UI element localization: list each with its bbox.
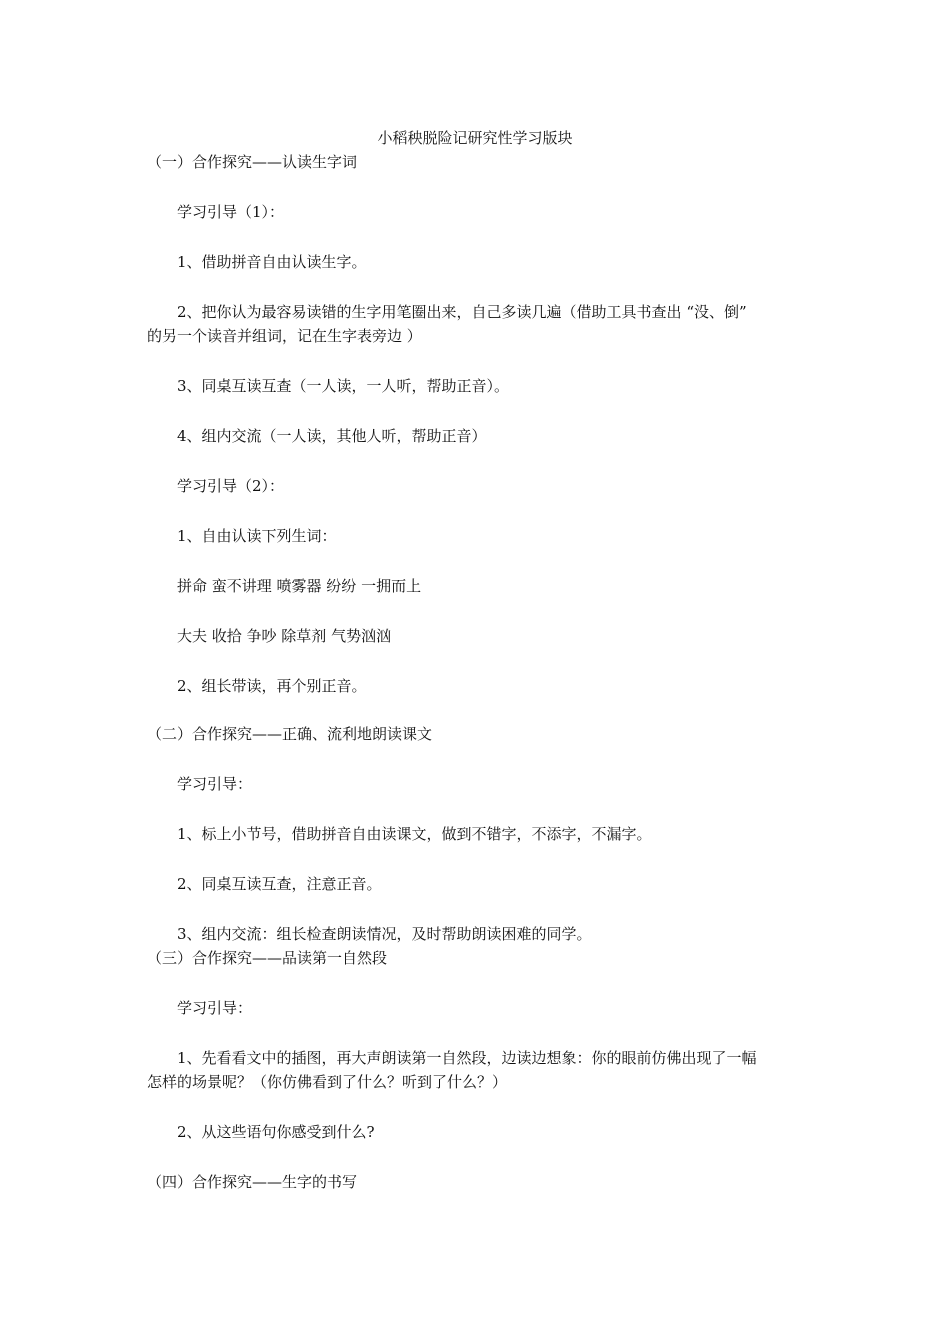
section-3-item-1-line-1: 1、先看看文中的插图，再大声朗读第一自然段，边读边想象：你的眼前仿佛出现了一幅 bbox=[177, 1049, 757, 1067]
section-2-item-2: 2、同桌互读互查，注意正音。 bbox=[177, 875, 382, 893]
section-1-item-5: 1、自由认读下列生词： bbox=[177, 527, 337, 545]
document-title: 小稻秧脱险记研究性学习版块 bbox=[377, 129, 573, 147]
section-2-item-1: 1、标上小节号，借助拼音自由读课文，做到不错字，不添字，不漏字。 bbox=[177, 825, 652, 843]
section-1-item-4: 4、组内交流（一人读，其他人听，帮助正音） bbox=[177, 427, 487, 445]
section-2-item-3: 3、组内交流：组长检查朗读情况，及时帮助朗读困难的同学。 bbox=[177, 925, 592, 943]
vocabulary-line-2: 大夫 收拾 争吵 除草剂 气势汹汹 bbox=[177, 627, 392, 645]
vocabulary-line-1: 拼命 蛮不讲理 喷雾器 纷纷 一拥而上 bbox=[177, 577, 422, 595]
section-1-guide-1: 学习引导（1）： bbox=[177, 203, 285, 221]
section-1-item-2-line-1: 2、把你认为最容易读错的生字用笔圈出来，自己多读几遍（借助工具书查出 “没、倒” bbox=[177, 303, 747, 321]
section-1-item-6: 2、组长带读，再个别正音。 bbox=[177, 677, 367, 695]
section-3-item-1-line-2: 怎样的场景呢？（你仿佛看到了什么？听到了什么？） bbox=[147, 1073, 508, 1091]
section-2-heading: （二）合作探究——正确、流利地朗读课文 bbox=[147, 725, 433, 743]
section-3-guide: 学习引导： bbox=[177, 999, 253, 1017]
section-2-guide: 学习引导： bbox=[177, 775, 253, 793]
section-1-guide-2: 学习引导（2）： bbox=[177, 477, 285, 495]
section-1-item-1: 1、借助拼音自由认读生字。 bbox=[177, 253, 367, 271]
section-1-heading: （一）合作探究——认读生字词 bbox=[147, 153, 358, 171]
section-3-item-2: 2、从这些语句你感受到什么? bbox=[177, 1123, 375, 1141]
section-4-heading: （四）合作探究——生字的书写 bbox=[147, 1173, 358, 1191]
section-1-item-3: 3、同桌互读互查（一人读，一人听，帮助正音）。 bbox=[177, 377, 510, 395]
section-1-item-2-line-2: 的另一个读音并组词，记在生字表旁边 ） bbox=[147, 327, 422, 345]
section-3-heading: （三）合作探究——品读第一自然段 bbox=[147, 949, 388, 967]
